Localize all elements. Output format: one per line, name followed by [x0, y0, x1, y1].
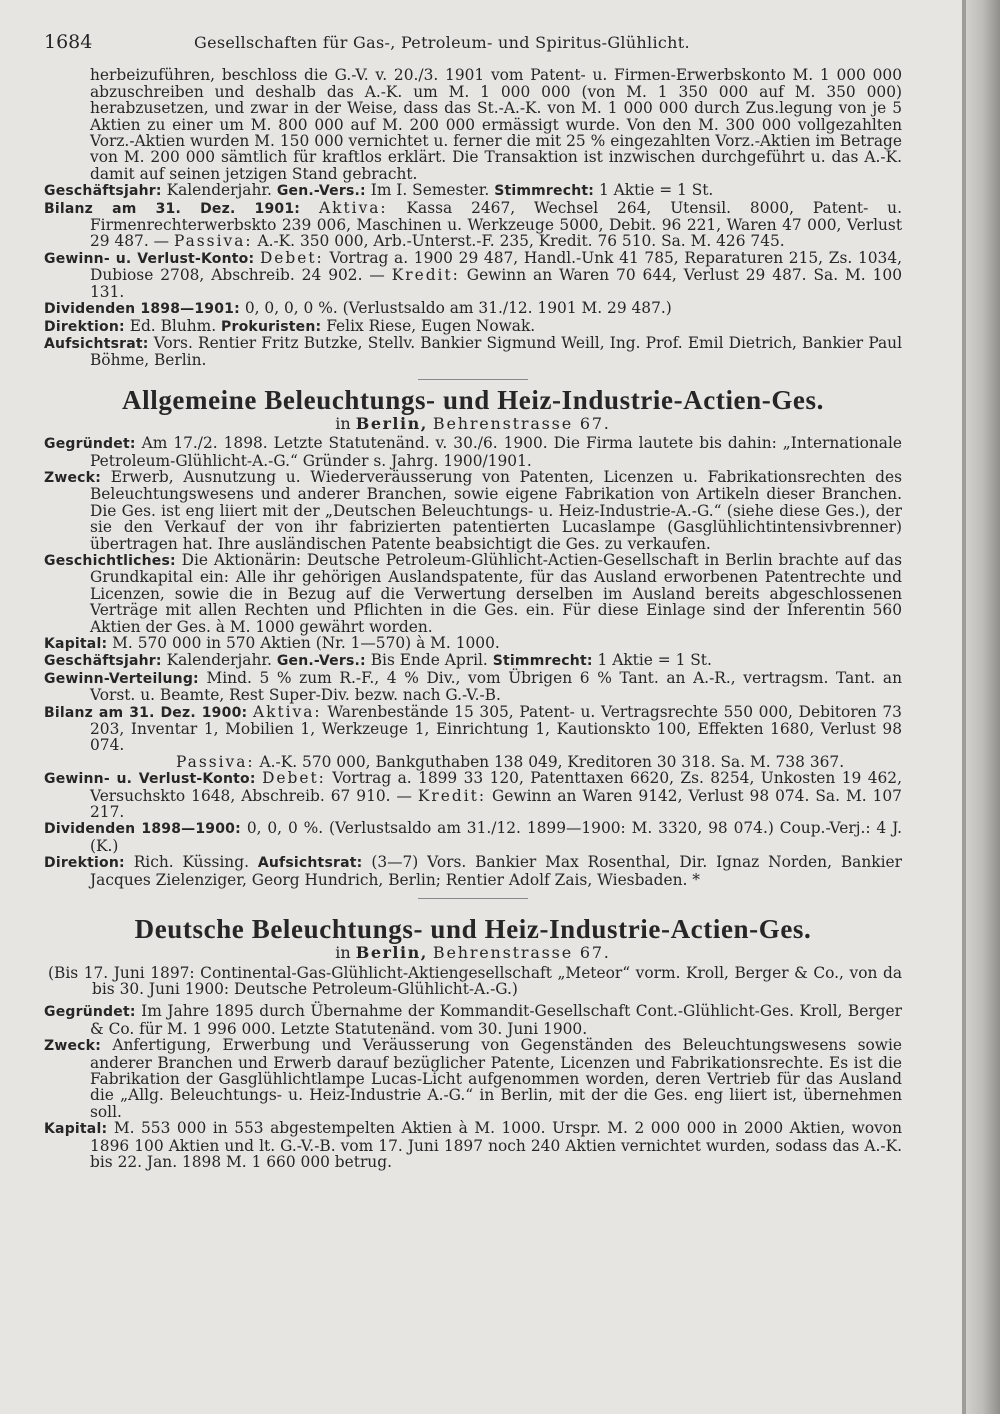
c2-former-names: (Bis 17. Juni 1897: Continental-Gas-Glühlicht-Aktiengesellschaft „Meteor“ vorm. Kroll, Berger & Co., von da bis 30. Juni 1900: Deutsche Petroleum-Glühlicht-A.-G.) [48, 963, 902, 998]
company-2-address [44, 945, 902, 961]
stimmrecht-label: Stimmrecht: [492, 653, 593, 670]
kapital-label: Kapital: [44, 1121, 108, 1138]
aufsichtsrat-label: Aufsichtsrat: [44, 335, 149, 352]
dividenden-value: 0, 0, 0, 0 %. (Verlustsaldo am 31./12. 1901 M. 29 487.) [244, 299, 672, 318]
c1-bilanz [44, 704, 902, 754]
address-city: Berlin, [355, 413, 428, 433]
address-prefix: in [335, 943, 351, 963]
passiva-word: Passiva: [176, 752, 255, 771]
direktion-value: Rich. Küssing. [133, 853, 249, 872]
gegruendet-value: Im Jahre 1895 durch Übernahme der Kommandit-Gesellschaft Cont.-Glühlicht-Ges. Kroll, Berger & Co. für M. 1 996 000. Letzte Statutenänd. vom 30. Juni 1900. [90, 1002, 902, 1038]
prev-geschaeftsjahr [44, 182, 902, 199]
aktiva-value: Kassa 2467, Wechsel 264, Utensil. 8000, Patent- u. Firmenrechterwerbskto 239 006, Maschinen u. Werkzeuge 5000, Debit. 96 221, Waren 47 000, Verlust 29 487. — [90, 198, 902, 251]
gewinn-label: Gewinn- u. Verlust-Konto: [44, 250, 255, 267]
kapital-label: Kapital: [44, 636, 108, 652]
prokuristen-label: Prokuristen: [221, 318, 322, 335]
running-title: Gesellschaften für Gas-, Petroleum- und Spiritus-Glühlicht. [194, 33, 690, 52]
kredit-word: Kredit: [417, 786, 487, 805]
c1-direktion [44, 854, 902, 888]
prev-direktion [44, 318, 902, 335]
dividenden-value: 0, 0, 0 %. (Verlustsaldo am 31./12. 1899—1900: M. 3320, 98 074.) Coup.-Verj.: 4 J. (K.) [90, 819, 902, 855]
zweck-value: Anfertigung, Erwerbung und Veräusserung von Gegenständen des Beleuchtungswesens sowie anderer Branchen und Erwerb darauf bezüglicher Patente, Licenzen und Fabrikationsrechte. Es ist die Fabrikation der Gasglühlichtlampe Lucas-Licht aufgenommen worden, deren Vertrieb für das Ausland die „Allg. Beleuchtungs- u. Heiz-Industrie A.-G.“ in Berlin, mit der die Ges. eng liiert ist, übernehmen soll. [90, 1036, 902, 1121]
zweck-label: Zweck: [44, 469, 101, 486]
prev-aufsichtsrat [44, 335, 902, 369]
gewinnverteilung-value: Mind. 5 % zum R.-F., 4 % Div., vom Übrigen 6 % Tant. an A.-R., vertragsm. Tant. an Vorst. u. Beamte, Rest Super-Div. bezw. nach G.-V.-B. [90, 668, 902, 705]
address-street: Behrenstrasse 67. [432, 943, 611, 963]
company-1-address [44, 413, 902, 433]
address-city: Berlin, [355, 943, 428, 963]
gegruendet-label: Gegründet: [44, 1004, 136, 1021]
page-number: 1684 [44, 31, 93, 53]
geschichtliches-label: Geschichtliches: [44, 552, 176, 569]
zweck-label: Zweck: [44, 1038, 101, 1055]
debet-word: Debet: [262, 769, 326, 788]
c1-kapital [44, 635, 902, 652]
prev-bilanz [44, 200, 902, 250]
genvers-label: Gen.-Vers.: [276, 653, 366, 670]
bilanz-label: Bilanz am 31. Dez. 1900: [44, 704, 248, 721]
c1-gewinn-verlust [44, 770, 902, 820]
genvers-value: Im I. Semester. [370, 181, 490, 200]
geschaeftsjahr-label: Geschäftsjahr: [44, 653, 162, 670]
dividenden-label: Dividenden 1898—1900: [44, 821, 241, 838]
gegruendet-value: Am 17./2. 1898. Letzte Statutenänd. v. 30./6. 1900. Die Firma lautete bis dahin: „Internationale Petroleum-Glühlicht-A.-G.“ Gründer s. Jahrg. 1900/1901. [90, 434, 902, 470]
c2-zweck [44, 1037, 902, 1120]
dividenden-label: Dividenden 1898—1901: [44, 301, 240, 318]
kredit-value: Gewinn an Waren 9142, Verlust 98 074. Sa. M. 107 217. [90, 786, 902, 822]
stimmrecht-label: Stimmrecht: [494, 183, 595, 200]
c1-zweck [44, 469, 902, 552]
c2-gegruendet [44, 1003, 902, 1037]
aktiva-word: Aktiva: [319, 198, 388, 217]
direktion-value: Ed. Bluhm. [129, 316, 217, 335]
aufsichtsrat-value: (3—7) Vors. Bankier Max Rosenthal, Dir. Ignaz Norden, Bankier Jacques Zielenziger, Georg Hundrich, Berlin; Rentier Adolf Zais, Wiesbaden. * [90, 853, 902, 889]
kapital-value: M. 570 000 in 570 Aktien (Nr. 1—570) à M. 1000. [112, 634, 500, 652]
geschaeftsjahr-value: Kalenderjahr. [166, 181, 272, 200]
company-2-title: Deutsche Beleuchtungs- und Heiz-Industrie-Actien-Ges. [134, 914, 812, 945]
c1-geschaeftsjahr [44, 652, 902, 669]
genvers-label: Gen.-Vers.: [276, 183, 366, 200]
previous-continuation: herbeizuführen, beschloss die G.-V. v. 20./3. 1901 vom Patent- u. Firmen-Erwerbskonto M. 1 000 000 abzuschreiben und deshalb das A.-K. um M. 1 000 000 (von M. 1 350 000 auf M. 350 000) herabzusetzen, und zwar in der Weise, dass das St.-A.-K. von M. 1 000 000 durch Zus.legung von je 5 Aktien zu einer um M. 800 000 auf M. 200 000 ermässigt wurde. Von den M. 300 000 vollgezahlten Vorz.-Aktien wurden M. 150 000 vernichtet u. ferner die mit 25 % eingezahlten Vorz.-Aktien im Betrage von M. 200 000 sämtlich für kraftlos erklärt. Die Transaktion ist inzwischen durchgeführt u. das A.-K. damit auf seinen jetzigen Stand gebracht. [90, 66, 902, 183]
section-divider [418, 898, 528, 899]
kredit-word: Kredit: [391, 266, 460, 285]
c2-kapital [44, 1120, 902, 1170]
gewinn-label: Gewinn- u. Verlust-Konto: [44, 771, 256, 788]
passiva-value: A.-K. 350 000, Arb.-Unterst.-F. 235, Kredit. 76 510. Sa. M. 426 745. [257, 232, 785, 251]
stimmrecht-value: 1 Aktie = 1 St. [599, 181, 714, 200]
section-divider [418, 379, 528, 380]
zweck-value: Erwerb, Ausnutzung u. Wiederveräusserung von Patenten, Licenzen u. Fabrikationsrechten des Beleuchtungswesens und anderer Branchen, sowie eigene Fabrikation von Artikeln dieser Branchen. Die Ges. ist eng liiert mit der „Deutschen Beleuchtungs- u. Heiz-Industrie-A.-G.“ (siehe diese Ges.), der sie den Verkauf der von ihr fabrizierten patentierten Lucaslampe (Gasglühlichtintensivbrenner) übertragen hat. Ihre ausländischen Patente beabsichtigt die Ges. zu verkaufen. [90, 467, 902, 553]
aktiva-value: Warenbestände 15 305, Patent- u. Vertragsrechte 550 000, Debitoren 73 203, Inventar 1, Mobilien 1, Werkzeuge 1, Einrichtung 1, Kautionskto 100, Effekten 1680, Verlust 98 074. [90, 702, 902, 755]
page-edge-shadow [962, 0, 1000, 1414]
company-1-title: Allgemeine Beleuchtungs- und Heiz-Industrie-Actien-Ges. [122, 384, 824, 415]
genvers-value: Bis Ende April. [370, 651, 488, 670]
kredit-value: Gewinn an Waren 70 644, Verlust 29 487. Sa. M. 100 131. [90, 266, 902, 301]
address-prefix: in [335, 413, 351, 433]
debet-value: Vortrag a. 1900 29 487, Handl.-Unk 41 785, Reparaturen 215, Zs. 1034, Dubiose 2708, Abschreib. 24 902. — [90, 248, 902, 285]
c1-gewinnverteilung [44, 670, 902, 704]
geschichtliches-value: Die Aktionärin: Deutsche Petroleum-Glühlicht-Actien-Gesellschaft in Berlin brachte auf das Grundkapital ein: Alle ihr gehörigen Auslandspatente, für das Ausland erworbenen Patentrechte und Licenzen, sowie die in Bezug auf die Verwertung derselben im Ausland bereits abgeschlossenen Verträge mit allen Rechten und Pflichten in die Ges. ein. Für diese Einlage sind der Inferentin 560 Aktien der Ges. à M. 1000 gewährt worden. [90, 550, 902, 636]
prev-dividenden [44, 300, 902, 317]
aufsichtsrat-label: Aufsichtsrat: [257, 855, 363, 872]
kapital-value: M. 553 000 in 553 abgestempelten Aktien à M. 1000. Urspr. M. 2 000 000 in 2000 Aktien, wovon 1896 100 Aktien und lt. G.-V.-B. vom 17. Juni 1897 noch 240 Aktien vernichtet wurden, sodass das A.-K. bis 22. Jan. 1898 M. 1 660 000 betrug. [90, 1119, 902, 1171]
aktiva-word: Aktiva: [253, 702, 322, 721]
gegruendet-label: Gegründet: [44, 436, 136, 453]
c1-dividenden [44, 820, 902, 854]
prev-gewinn-verlust [44, 250, 902, 300]
passiva-word: Passiva: [173, 232, 253, 251]
gewinnverteilung-label: Gewinn-Verteilung: [44, 670, 199, 687]
direktion-label: Direktion: [44, 318, 125, 335]
prokuristen-value: Felix Riese, Eugen Nowak. [326, 316, 536, 335]
page-content [44, 31, 902, 1171]
address-street: Behrenstrasse 67. [432, 413, 611, 433]
debet-value: Vortrag a. 1899 33 120, Patenttaxen 6620, Zs. 8254, Unkosten 19 462, Versuchskto 1648, Abschreib. 67 910. — [90, 769, 902, 805]
page-header [44, 31, 902, 53]
geschaeftsjahr-label: Geschäftsjahr: [44, 183, 162, 200]
c1-geschichtliches [44, 552, 902, 635]
stimmrecht-value: 1 Aktie = 1 St. [597, 651, 712, 670]
aufsichtsrat-value: Vors. Rentier Fritz Butzke, Stellv. Bankier Sigmund Weill, Ing. Prof. Emil Dietrich, Bankier Paul Böhme, Berlin. [90, 333, 902, 370]
c1-gegruendet [44, 435, 902, 469]
bilanz-label: Bilanz am 31. Dez. 1901: [44, 200, 301, 217]
c1-bilanz-passiva [44, 754, 902, 770]
debet-word: Debet: [259, 248, 324, 267]
geschaeftsjahr-value: Kalenderjahr. [166, 651, 272, 670]
passiva-value: A.-K. 570 000, Bankguthaben 138 049, Kreditoren 30 318. Sa. M. 738 367. [259, 752, 845, 771]
direktion-label: Direktion: [44, 855, 125, 872]
